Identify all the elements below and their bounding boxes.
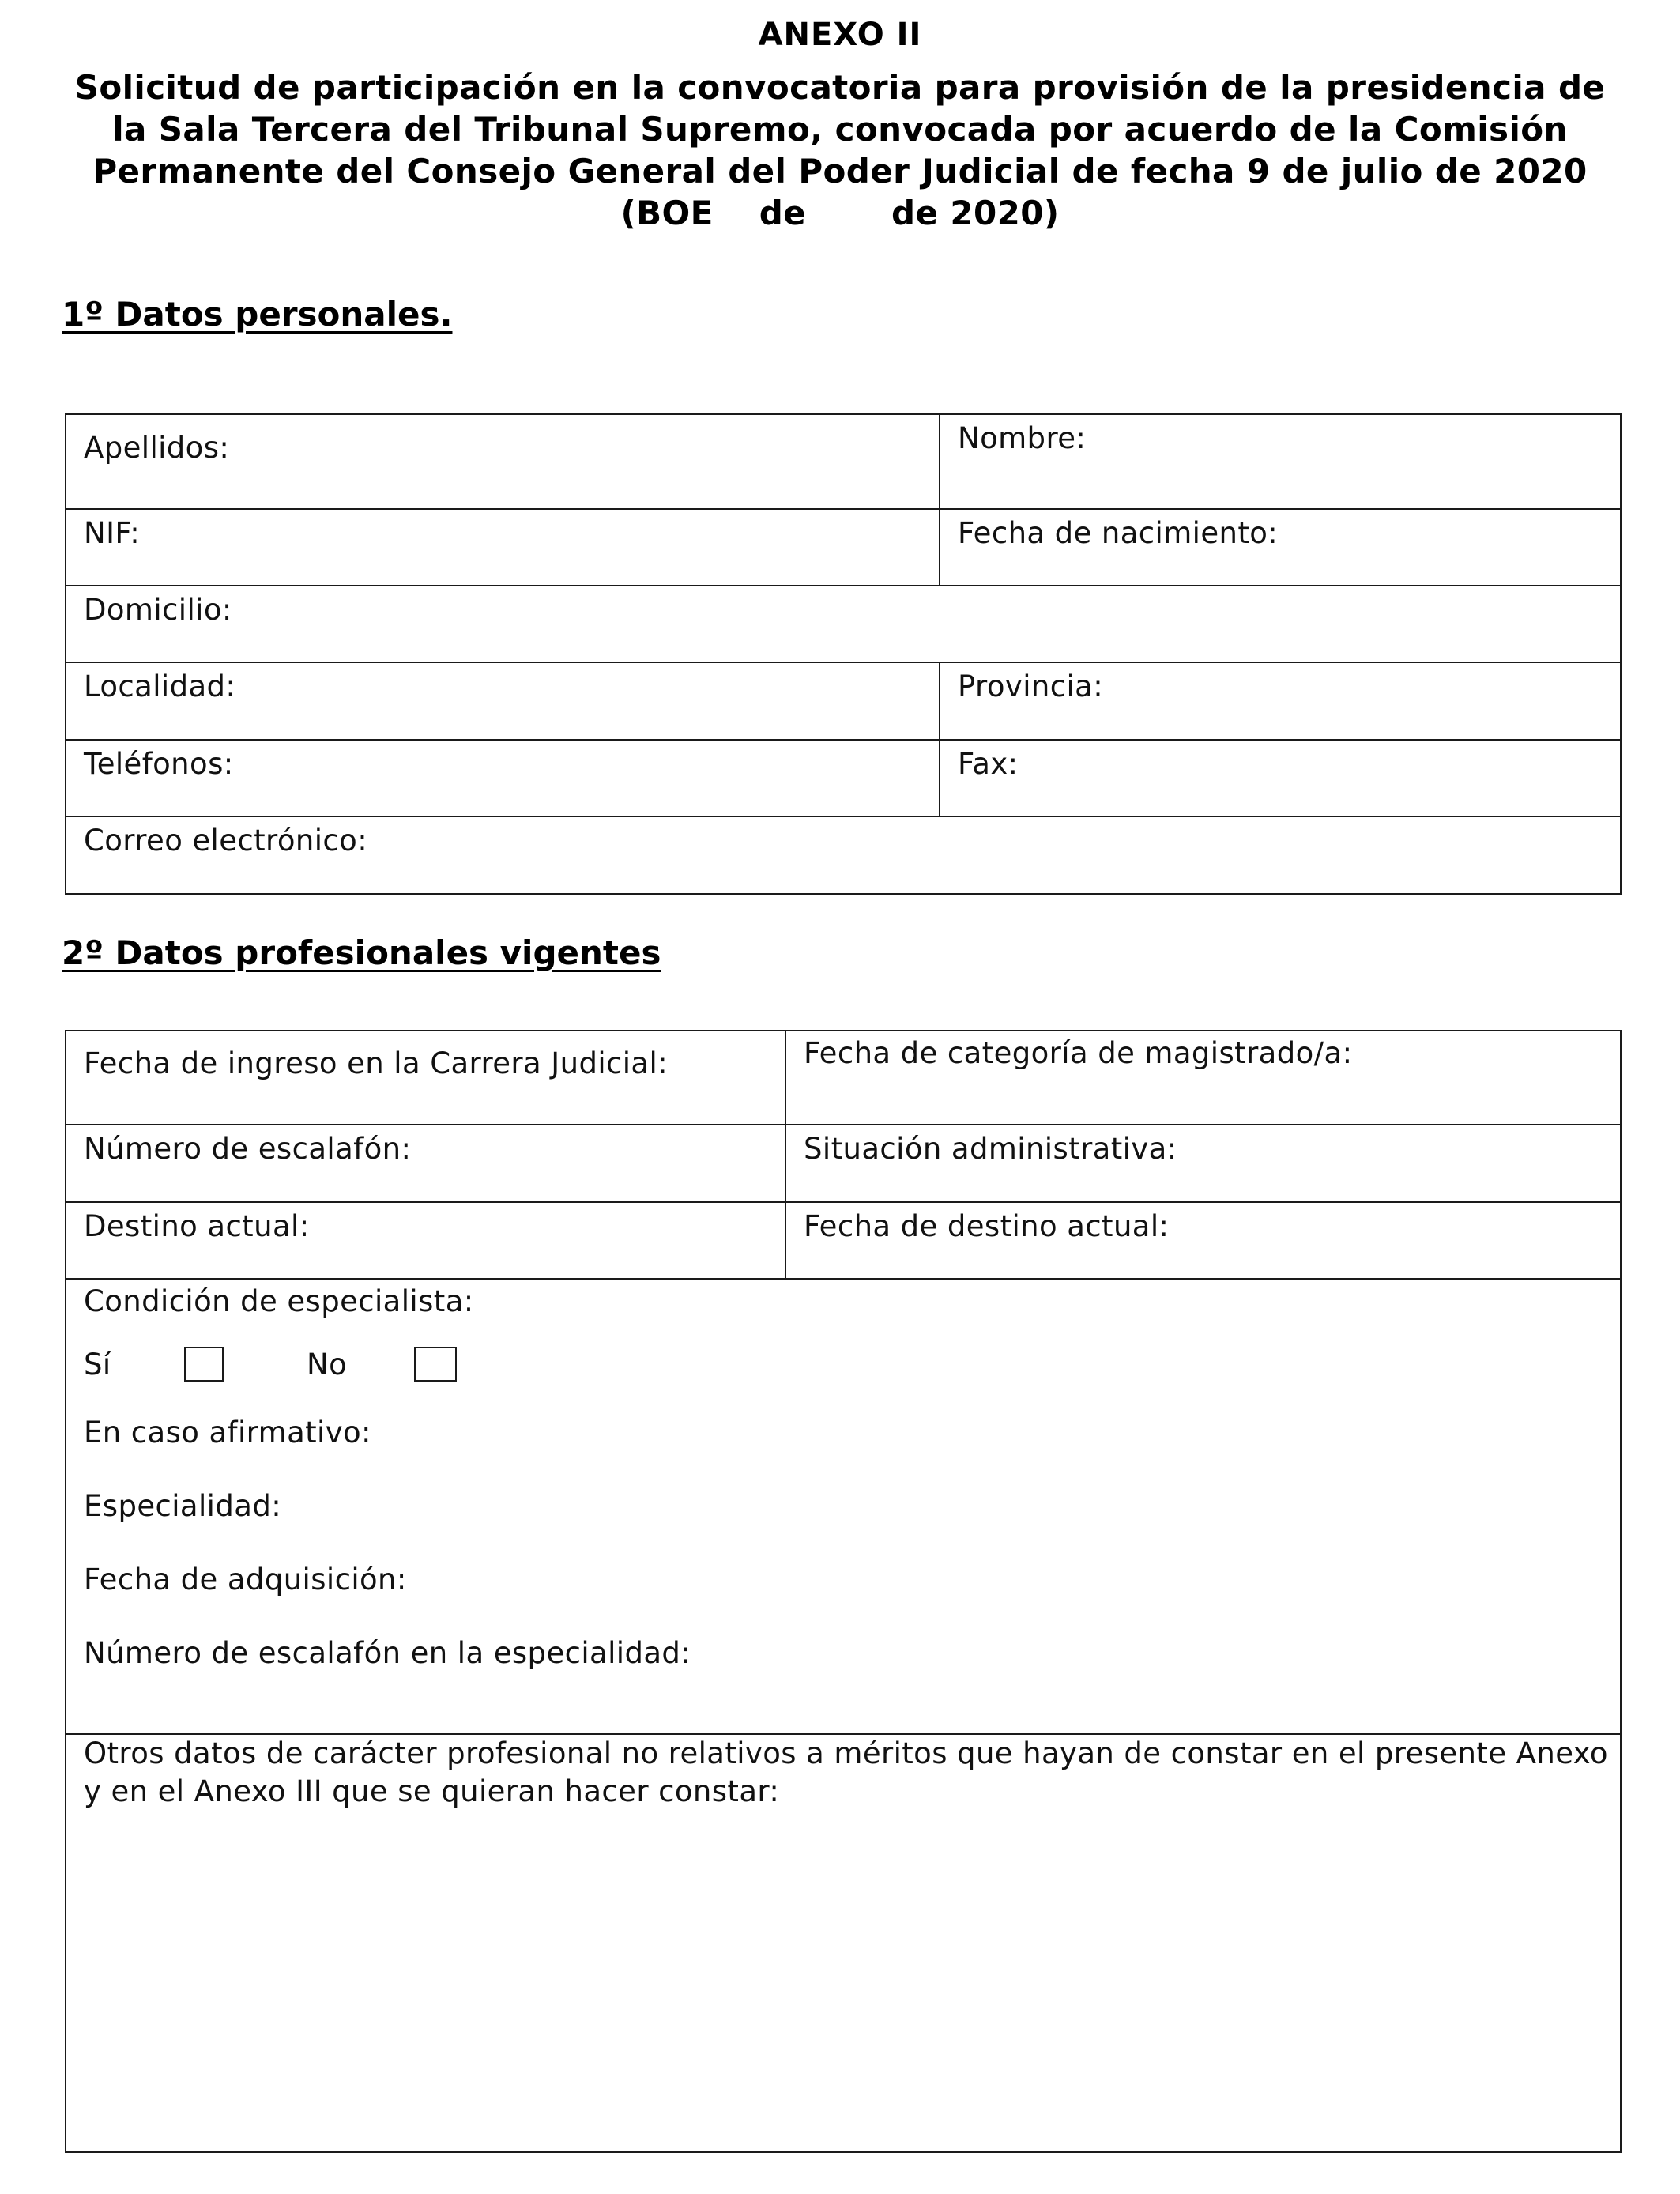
field-label: Fecha de nacimiento: — [958, 516, 1279, 550]
boe-reference — [63, 192, 1617, 234]
boe-part: de 2020) — [891, 194, 1060, 232]
annex-title: ANEXO II — [758, 17, 922, 53]
field-label: Número de escalafón: — [84, 1132, 412, 1166]
field-label: Apellidos: — [84, 431, 230, 465]
section-heading-personal: 1º Datos personales. — [62, 295, 453, 334]
field-label: Fecha de categoría de magistrado/a: — [804, 1036, 1353, 1070]
situacion-administrativa-field[interactable] — [785, 1125, 1621, 1202]
no-label: No — [307, 1347, 348, 1382]
field-label: Fecha de destino actual: — [804, 1209, 1170, 1243]
field-label: Fax: — [958, 747, 1019, 781]
telefonos-field[interactable] — [66, 740, 940, 816]
especialidad-field[interactable]: Especialidad: — [84, 1489, 282, 1523]
nombre-field[interactable] — [940, 414, 1621, 509]
title-line: la Sala Tercera del Tribunal Supremo, convocada por acuerdo de la Comisión — [112, 110, 1568, 149]
si-checkbox[interactable] — [184, 1347, 224, 1382]
boe-part: (BOE — [620, 194, 714, 232]
otros-datos-field[interactable] — [66, 1734, 1621, 2152]
numero-escalafon-especialidad-field[interactable]: Número de escalafón en la especialidad: — [84, 1636, 691, 1670]
provincia-field[interactable] — [940, 662, 1621, 740]
domicilio-field[interactable] — [66, 586, 1621, 662]
personal-data-table — [65, 413, 1622, 895]
numero-escalafon-field[interactable] — [66, 1125, 785, 1202]
fax-field[interactable] — [940, 740, 1621, 816]
title-line: Permanente del Consejo General del Poder Judicial de fecha 9 de julio de 2020 — [92, 152, 1588, 190]
fecha-destino-field[interactable] — [785, 1202, 1621, 1279]
field-label: Domicilio: — [84, 593, 232, 627]
field-label: Provincia: — [958, 669, 1104, 703]
field-label: Correo electrónico: — [84, 824, 368, 858]
localidad-field[interactable] — [66, 662, 940, 740]
destino-actual-field[interactable] — [66, 1202, 785, 1279]
fecha-nacimiento-field[interactable] — [940, 509, 1621, 586]
field-label: Localidad: — [84, 669, 236, 703]
no-checkbox[interactable] — [414, 1347, 457, 1382]
fecha-adquisicion-field[interactable]: Fecha de adquisición: — [84, 1563, 407, 1596]
si-label: Sí — [84, 1347, 111, 1382]
especialista-section — [66, 1279, 1621, 1734]
otros-datos-label: Otros datos de carácter profesional no relativos a méritos que hayan de constar en el presente Anexo y en el Anexo III que se quieran hacer constar: — [84, 1736, 1608, 1808]
field-label: Fecha de ingreso en la Carrera Judicial: — [84, 1046, 669, 1080]
especialista-label: Condición de especialista: — [84, 1284, 474, 1318]
professional-data-table — [65, 1030, 1622, 2153]
fecha-categoria-field[interactable] — [785, 1031, 1621, 1125]
document-title — [63, 66, 1617, 234]
title-line: Solicitud de participación en la convocatoria para provisión de la presidencia de — [74, 68, 1606, 107]
field-label: Nombre: — [958, 421, 1087, 455]
nif-field[interactable] — [66, 509, 940, 586]
field-label: Situación administrativa: — [804, 1132, 1177, 1166]
especialista-options — [84, 1343, 1620, 1385]
apellidos-field[interactable] — [66, 414, 940, 509]
field-label: Teléfonos: — [84, 747, 234, 781]
en-caso-afirmativo-label: En caso afirmativo: — [84, 1416, 371, 1449]
section-heading-professional: 2º Datos profesionales vigentes — [62, 933, 661, 972]
field-label: NIF: — [84, 516, 141, 550]
field-label: Destino actual: — [84, 1209, 310, 1243]
boe-part: de — [759, 194, 807, 232]
correo-field[interactable] — [66, 816, 1621, 894]
fecha-ingreso-field[interactable] — [66, 1031, 785, 1125]
document-header — [63, 14, 1617, 234]
